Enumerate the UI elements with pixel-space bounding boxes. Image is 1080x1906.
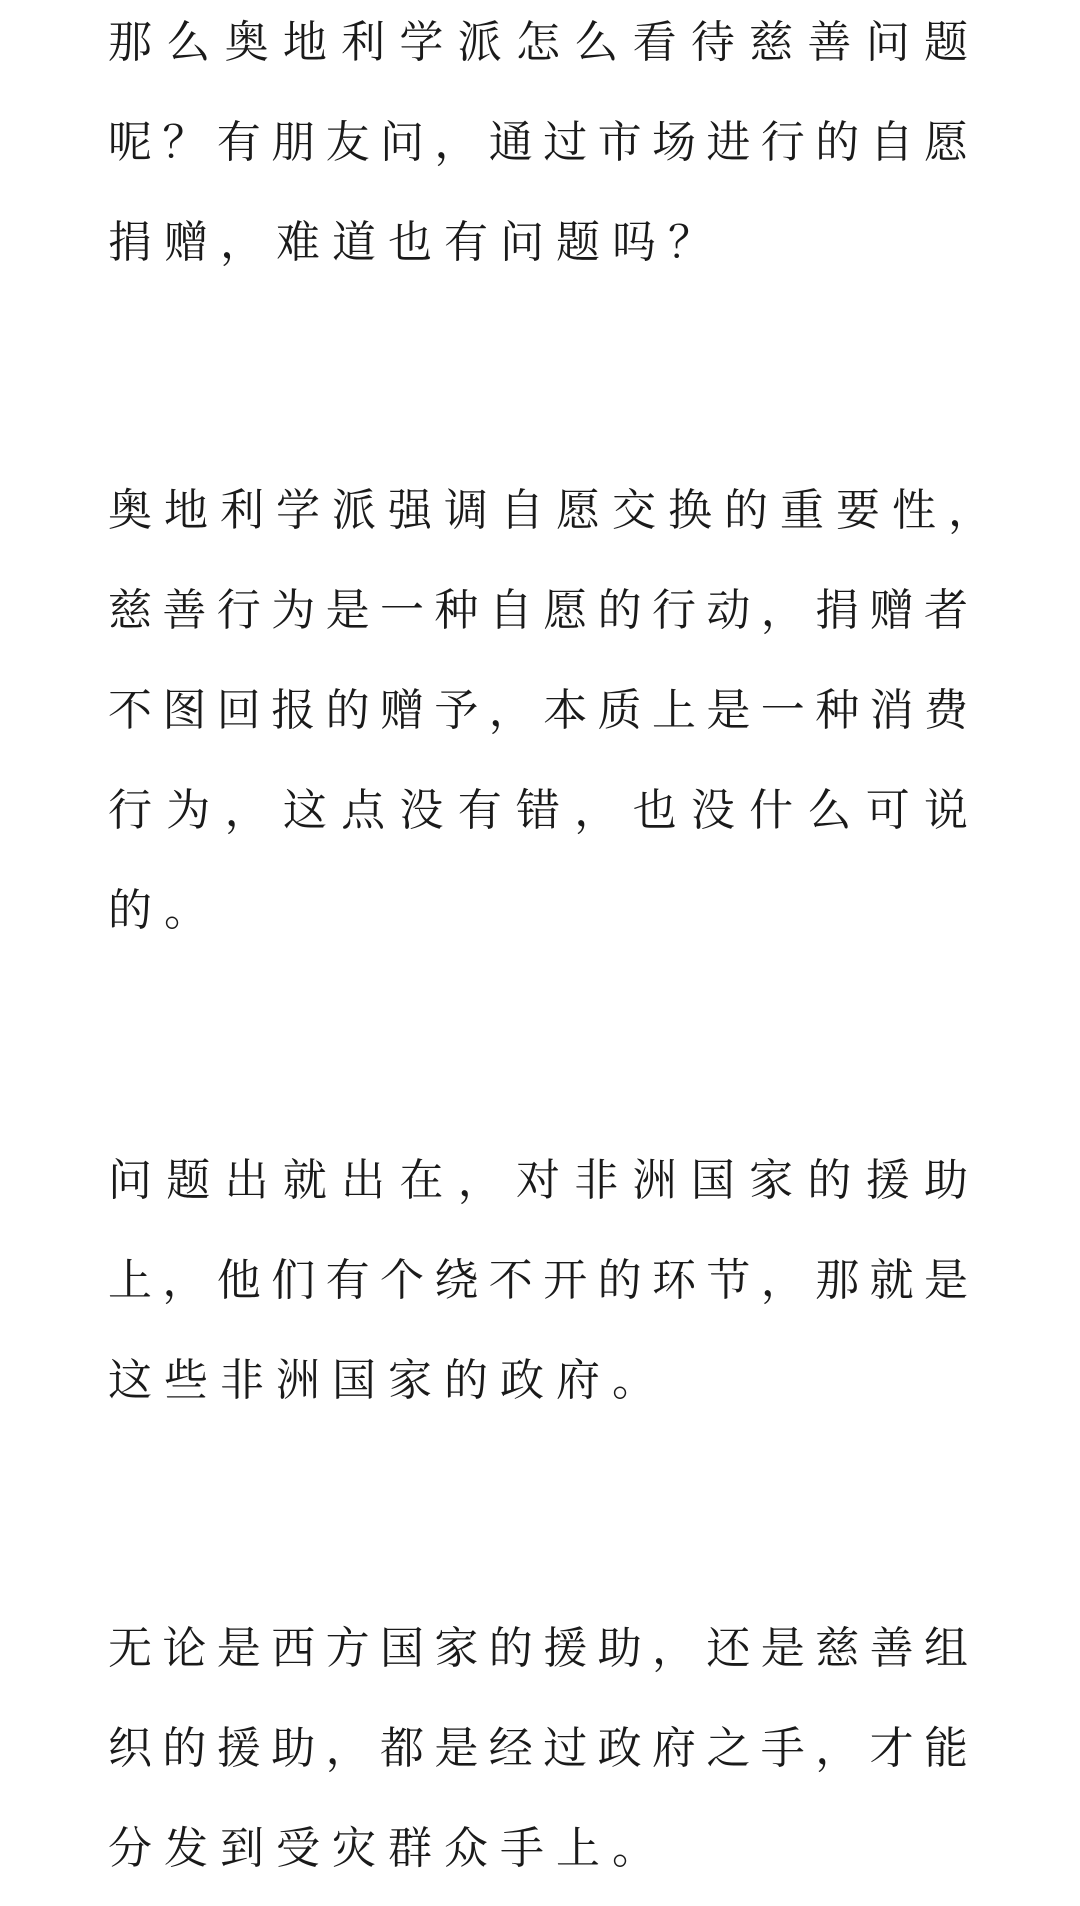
text-line: 那么奥地利学派怎么看待慈善问题 [108,17,968,68]
article-body [108,0,1004,1906]
text-line: 奥地利学派强调自愿交换的重要性， [108,485,1004,536]
text-line: 分发到受灾群众手上。 [108,1823,668,1874]
paragraph-3 [108,1138,968,1438]
paragraph-2 [108,468,1004,968]
text-line: 慈善行为是一种自愿的行动，捐赠者 [108,585,968,636]
text-line: 问题出就出在，对非洲国家的援助 [108,1155,968,1206]
text-line: 的。 [108,885,220,936]
text-line: 无论是西方国家的援助，还是慈善组 [108,1623,968,1674]
text-line: 上，他们有个绕不开的环节，那就是 [108,1255,968,1306]
text-line: 这些非洲国家的政府。 [108,1355,668,1406]
text-line: 不图回报的赠予，本质上是一种消费 [108,685,968,736]
paragraph-spacer [108,300,968,468]
paragraph-4 [108,1606,968,1906]
paragraph-1 [108,0,968,300]
text-line: 行为，这点没有错，也没什么可说 [108,785,968,836]
text-line: 呢？有朋友问，通过市场进行的自愿 [108,117,968,168]
text-line: 织的援助，都是经过政府之手，才能 [108,1723,968,1774]
paragraph-spacer [108,968,968,1138]
text-line: 捐赠，难道也有问题吗？ [108,217,724,268]
paragraph-spacer [108,1438,968,1606]
